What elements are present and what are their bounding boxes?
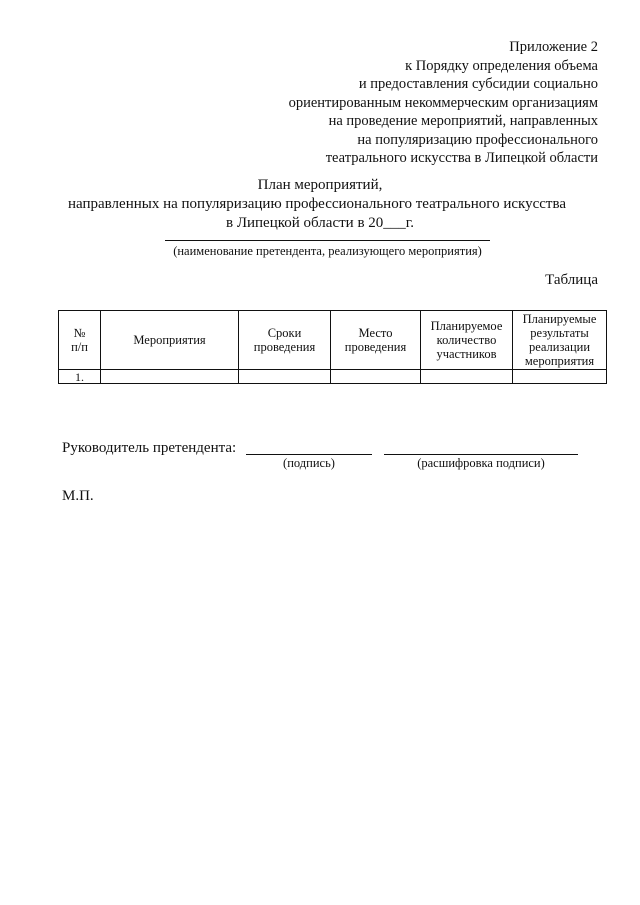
- table-header-text: проведения: [253, 340, 316, 354]
- table-cell: [239, 370, 331, 384]
- table-header-text: п/п: [71, 340, 88, 354]
- document-title: [0, 176, 640, 233]
- title-line: направленных на популяризацию профессионального театрального искусства: [68, 196, 566, 212]
- signature-line: [246, 454, 372, 455]
- table-header-text: количество: [436, 333, 497, 347]
- signature-label: Руководитель претендента:: [62, 440, 237, 456]
- table-header-cell: [421, 311, 513, 370]
- table-header-text: результаты: [530, 326, 589, 340]
- table-cell: [101, 370, 239, 384]
- appendix-line: на проведение мероприятий, направленных: [328, 113, 598, 129]
- signature-decoding-line: [384, 454, 578, 455]
- table-row: [59, 370, 607, 384]
- table-header-cell: [239, 311, 331, 370]
- table-header-text: Сроки: [267, 326, 302, 340]
- signature-decoding-caption: (расшифровка подписи): [417, 456, 545, 470]
- appendix-line: и предоставления субсидии социально: [358, 76, 598, 92]
- table-header-cell: [513, 311, 607, 370]
- appendix-line: на популяризацию профессионального: [357, 131, 598, 148]
- table-header-cell: [331, 311, 421, 370]
- applicant-name-line: [165, 240, 490, 241]
- title-line: План мероприятий,: [257, 177, 383, 193]
- stamp-place-label: М.П.: [62, 488, 94, 504]
- appendix-line: ориентированным некоммерческим организациям: [288, 94, 598, 111]
- table-header-cell: [59, 311, 101, 370]
- table-header-text: Планируемые: [522, 312, 597, 326]
- table-body: [59, 370, 607, 384]
- table-header-text: Место: [358, 326, 393, 340]
- appendix-line: к Порядку определения объема: [405, 57, 598, 74]
- events-plan-table: [58, 310, 607, 384]
- table-header-text: Планируемое: [430, 319, 503, 333]
- table-cell: [513, 370, 607, 384]
- table-header-cell: [101, 311, 239, 370]
- table-cell: 1.: [59, 370, 101, 384]
- appendix-block: [289, 38, 598, 168]
- table-header-text: проведения: [344, 340, 407, 354]
- table-header-text: №: [73, 326, 86, 340]
- table-label: Таблица: [545, 272, 598, 288]
- table-cell: [421, 370, 513, 384]
- table-header-text: реализации: [528, 340, 591, 354]
- table-header-text: мероприятия: [524, 354, 595, 368]
- table-header-row: [59, 311, 607, 370]
- table-header-text: Мероприятия: [133, 333, 206, 347]
- signature-caption: (подпись): [283, 456, 335, 470]
- appendix-line: Приложение 2: [509, 39, 598, 55]
- title-line: в Липецкой области в 20___г.: [226, 215, 414, 231]
- appendix-line: театрального искусства в Липецкой области: [325, 150, 598, 166]
- applicant-name-caption: (наименование претендента, реализующего мероприятия): [173, 244, 482, 258]
- table-cell: [331, 370, 421, 384]
- table-header-text: участников: [436, 347, 497, 361]
